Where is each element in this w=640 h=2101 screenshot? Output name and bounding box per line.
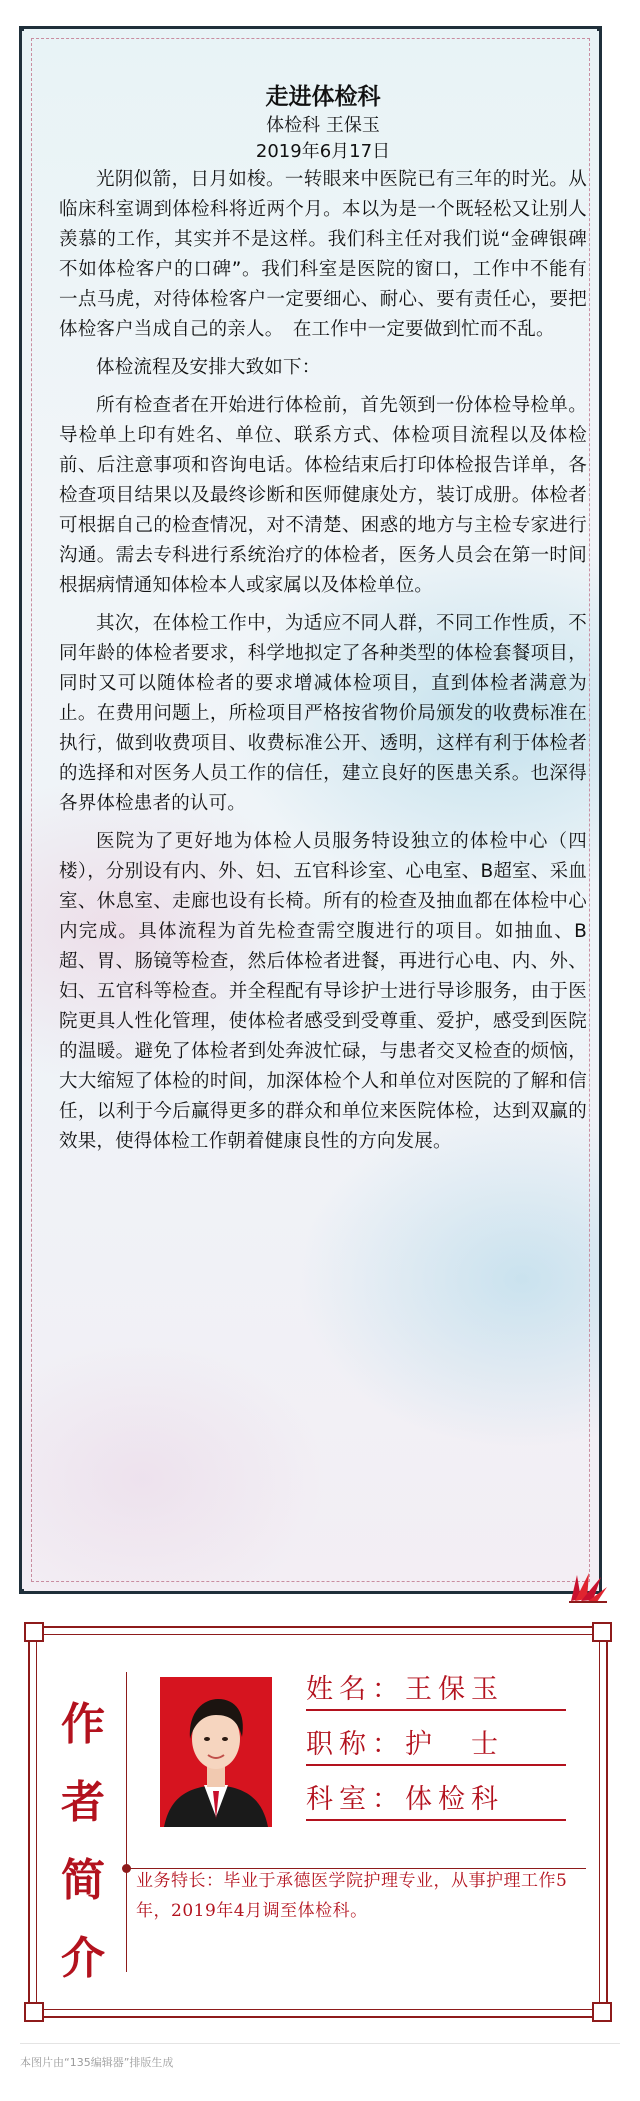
article-paragraph: 体检流程及安排大致如下： bbox=[96, 357, 321, 378]
corner-dot bbox=[597, 26, 602, 31]
corner-ornament bbox=[592, 2002, 612, 2022]
footer-note: 本图片由“135编辑器”排版生成 bbox=[20, 2056, 174, 2069]
author-photo bbox=[160, 1677, 272, 1827]
vertical-title-char: 介 bbox=[61, 1933, 105, 1984]
article-date: 2019年6月17日 bbox=[255, 141, 391, 162]
fan-icon bbox=[567, 1569, 609, 1603]
footer-divider bbox=[20, 2043, 620, 2044]
article-paragraph: 医院为了更好地为体检人员服务特设独立的体检中心（四楼），分别设有内、外、妇、五官科诊室、心电室、B超室、采血室、休息室、走廊也设有长椅。所有的检查及抽血都在体检中心内完成。具体流程为首先检查需空腹进行的项目。如抽血、B超、胃、肠镜等检查，然后体检者进餐，再进行心电、内、外、妇、五官科等检查。并全程配有导诊护士进行导诊服务，由于医院更具人性化管理，使体检者感受到受尊重、爱护，感受到医院的温暖。避免了体检者到处奔波忙碌，与患者交叉检查的烦恼，大大缩短了体检的时间，加深体检个人和单位对医院的了解和信任，以利于今后赢得更多的群众和单位来医院体检，达到双赢的效果，使得体检工作朝着健康良性的方向发展。 bbox=[59, 831, 587, 1152]
author-card bbox=[28, 1626, 608, 2018]
article-title: 走进体检科 bbox=[265, 84, 381, 110]
article-paragraph: 其次，在体检工作中，为适应不同人群，不同工作性质，不同年龄的体检者要求，科学地拟定了各种类型的体检套餐项目，同时又可以随体检者的要求增减体检项目，直到体检者满意为止。在费用问题上，所检项目严格按省物价局颁发的收费标准在执行，做到收费项目、收费标准公开、透明，这样有利于体检者的选择和对医务人员工作的信任，建立良好的医患关系。也深得各界体检患者的认可。 bbox=[59, 613, 587, 814]
author-title-row: 职称：护 士 bbox=[306, 1726, 566, 1766]
author-speciality: 业务特长：毕业于承德医学院护理专业，从事护理工作5年，2019年4月调至体检科。 bbox=[136, 1871, 568, 1921]
article-paragraph: 所有检查者在开始进行体检前，首先领到一份体检导检单。导检单上印有姓名、单位、联系方式、体检项目流程以及体检前、后注意事项和咨询电话。体检结束后打印体检报告详单，各检查项目结果以及最终诊断和医师健康处方，装订成册。体检者可根据自己的检查情况，对不清楚、困惑的地方与主检专家进行沟通。需去专科进行系统治疗的体检者，医务人员会在第一时间根据病情通知体检本人或家属以及体检单位。 bbox=[59, 395, 587, 596]
article-content bbox=[59, 81, 587, 1165]
article-paragraph: 光阴似箭，日月如梭。一转眼来中医院已有三年的时光。从临床科室调到体检科将近两个月。本以为是一个既轻松又让别人羡慕的工作，其实并不是这样。我们科主任对我们说“金碑银碑不如体检客户的口碑”。我们科室是医院的窗口，工作中不能有一点马虎，对待体检客户一定要细心、耐心、要有责任心，要把体检客户当成自己的亲人。 在工作中一定要做到忙而不乱。 bbox=[59, 169, 587, 340]
divider-line bbox=[126, 1672, 127, 1972]
corner-ornament bbox=[24, 2002, 44, 2022]
vertical-title-char: 作 bbox=[61, 1699, 105, 1750]
author-dept-row: 科室：体检科 bbox=[306, 1781, 566, 1821]
corner-dot bbox=[19, 26, 24, 31]
author-name-row: 姓名：王保玉 bbox=[306, 1671, 566, 1711]
dot-marker bbox=[122, 1864, 131, 1873]
article-card bbox=[19, 26, 602, 1594]
corner-dot bbox=[19, 1589, 24, 1594]
article-author: 体检科 王保玉 bbox=[266, 115, 380, 136]
corner-ornament bbox=[24, 1622, 44, 1642]
vertical-title-char: 者 bbox=[61, 1777, 105, 1828]
vertical-title-char: 简 bbox=[61, 1855, 105, 1906]
vertical-title bbox=[54, 1686, 112, 1998]
corner-ornament bbox=[592, 1622, 612, 1642]
